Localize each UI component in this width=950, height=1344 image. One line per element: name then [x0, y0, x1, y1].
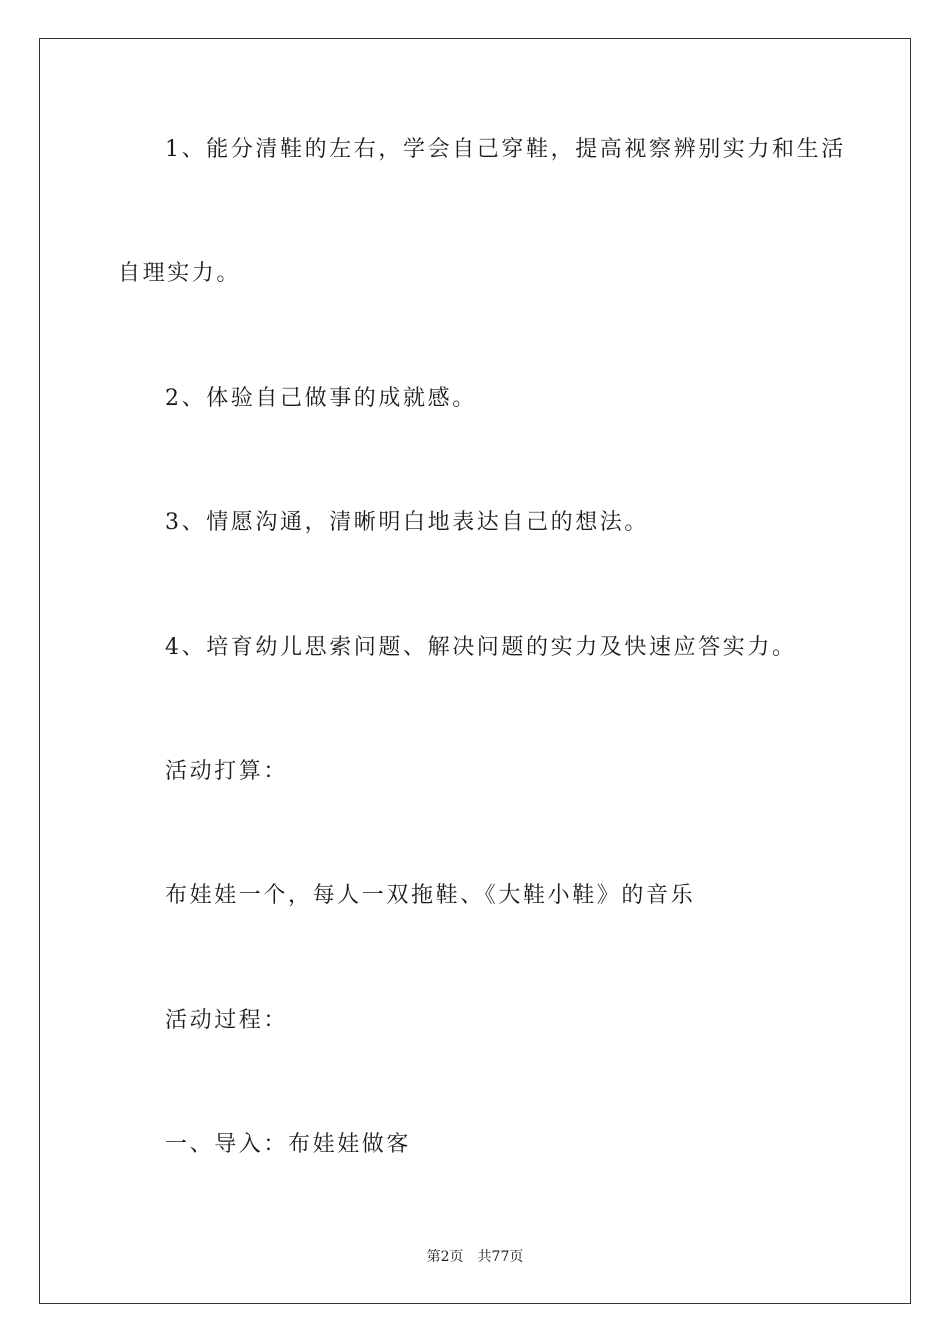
paragraph-objective-4: 4、培育幼儿思索问题、解决问题的实力及快速应答实力。 — [165, 635, 797, 660]
paragraph-objective-1-continued: 自理实力。 — [118, 261, 242, 286]
paragraph-objective-3: 3、情愿沟通，清晰明白地表达自己的想法。 — [165, 510, 649, 535]
paragraph-objective-1: 1、能分清鞋的左右，学会自己穿鞋，提高视察辨别实力和生活 — [165, 137, 846, 162]
page-total: 共77页 — [477, 1249, 524, 1265]
paragraph-objective-2: 2、体验自己做事的成就感。 — [165, 386, 477, 411]
heading-activity-process: 活动过程： — [165, 1008, 289, 1033]
page-frame — [39, 38, 911, 1304]
heading-introduction: 一、导入：布娃娃做客 — [165, 1132, 412, 1157]
paragraph-materials: 布娃娃一个，每人一双拖鞋、《大鞋小鞋》的音乐 — [165, 883, 696, 908]
page-number: 第2页 — [426, 1249, 464, 1265]
page-footer — [0, 1248, 950, 1266]
heading-activity-preparation: 活动打算： — [165, 759, 289, 784]
